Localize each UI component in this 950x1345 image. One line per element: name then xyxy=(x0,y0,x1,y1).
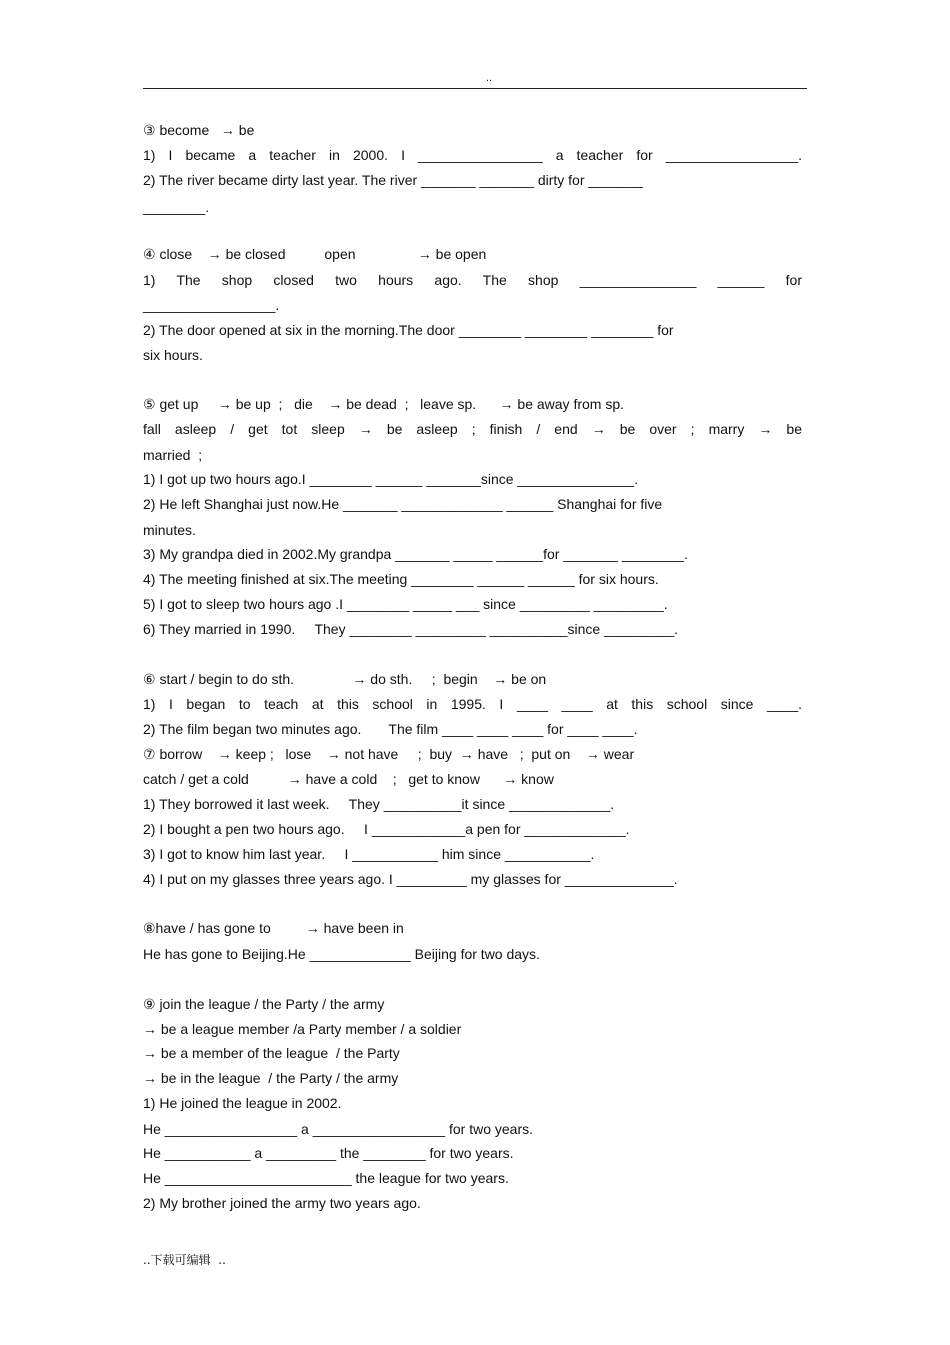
exercise-line: 1) They borrowed it last week. They __________it since _____________. xyxy=(143,796,615,812)
exercise-line: 1) I began to teach at this school in 1995. I ____ ____ at this school since ____. xyxy=(143,696,802,712)
section-8-title: ⑧have / has gone to → have been in xyxy=(143,920,404,936)
page-footer: ..下载可编辑 .. xyxy=(143,1253,226,1267)
section-4-title: ④ close → be closed open → be open xyxy=(143,246,487,262)
section-5-title-cont: married ; xyxy=(143,447,203,463)
exercise-line: 4) I put on my glasses three years ago. I _________ my glasses for ______________. xyxy=(143,871,678,887)
exercise-line: He has gone to Beijing.He _____________ Beijing for two days. xyxy=(143,946,540,962)
exercise-line: ________. xyxy=(143,199,210,215)
exercise-line: 2) The film began two minutes ago. The film ____ ____ ____ for ____ ____. xyxy=(143,721,638,737)
section-7-title-cont: catch / get a cold → have a cold ; get to know → know xyxy=(143,771,554,787)
exercise-line: 1) I got up two hours ago.I ________ ______ _______since _______________. xyxy=(143,471,639,487)
exercise-line: 1) The shop closed two hours ago. The shop _______________ ______ for xyxy=(143,272,802,288)
section-5-title: ⑤ get up → be up ; die → be dead ; leave sp. → be away from sp. xyxy=(143,396,625,412)
exercise-line: 2) The river became dirty last year. The river _______ _______ dirty for _______ xyxy=(143,172,643,188)
exercise-line: 1) He joined the league in 2002. xyxy=(143,1095,342,1111)
exercise-line: 3) My grandpa died in 2002.My grandpa _______ _____ ______for _______ ________. xyxy=(143,546,688,562)
exercise-line: 1) I became a teacher in 2000. I ________________ a teacher for _________________. xyxy=(143,147,802,163)
exercise-line: 6) They married in 1990. They ________ _________ __________since _________. xyxy=(143,621,679,637)
section-9-title: ⑨ join the league / the Party / the army xyxy=(143,996,385,1012)
section-9-option: → be in the league / the Party / the army xyxy=(143,1070,399,1086)
exercise-line: He _________________ a _________________ for two years. xyxy=(143,1121,533,1137)
exercise-line: 3) I got to know him last year. I ___________ him since ___________. xyxy=(143,846,595,862)
header-dots: .. xyxy=(486,72,493,84)
header-rule xyxy=(143,88,807,89)
section-5-title-cont: fall asleep / get tot sleep → be asleep ; finish / end → be over ; marry → be xyxy=(143,421,802,437)
exercise-line: 2) The door opened at six in the morning.The door ________ ________ ________ for xyxy=(143,322,674,338)
exercise-line: _________________. xyxy=(143,297,280,313)
exercise-line: 2) He left Shanghai just now.He _______ _____________ ______ Shanghai for five xyxy=(143,496,663,512)
section-7-title: ⑦ borrow → keep ; lose → not have ; buy → have ; put on → wear xyxy=(143,746,635,762)
exercise-line: He ________________________ the league for two years. xyxy=(143,1170,509,1186)
section-9-option: → be a member of the league / the Party xyxy=(143,1045,400,1061)
section-6-title: ⑥ start / begin to do sth. → do sth. ; begin → be on xyxy=(143,671,547,687)
section-9-option: → be a league member /a Party member / a soldier xyxy=(143,1021,462,1037)
section-3-title: ③ become → be xyxy=(143,122,255,138)
exercise-line: He ___________ a _________ the ________ for two years. xyxy=(143,1145,514,1161)
exercise-line: 5) I got to sleep two hours ago .I ________ _____ ___ since _________ _________. xyxy=(143,596,668,612)
exercise-line: six hours. xyxy=(143,347,203,363)
exercise-line: 2) My brother joined the army two years ago. xyxy=(143,1195,421,1211)
exercise-line: minutes. xyxy=(143,522,196,538)
exercise-line: 4) The meeting finished at six.The meeting ________ ______ ______ for six hours. xyxy=(143,571,659,587)
exercise-line: 2) I bought a pen two hours ago. I ____________a pen for _____________. xyxy=(143,821,630,837)
